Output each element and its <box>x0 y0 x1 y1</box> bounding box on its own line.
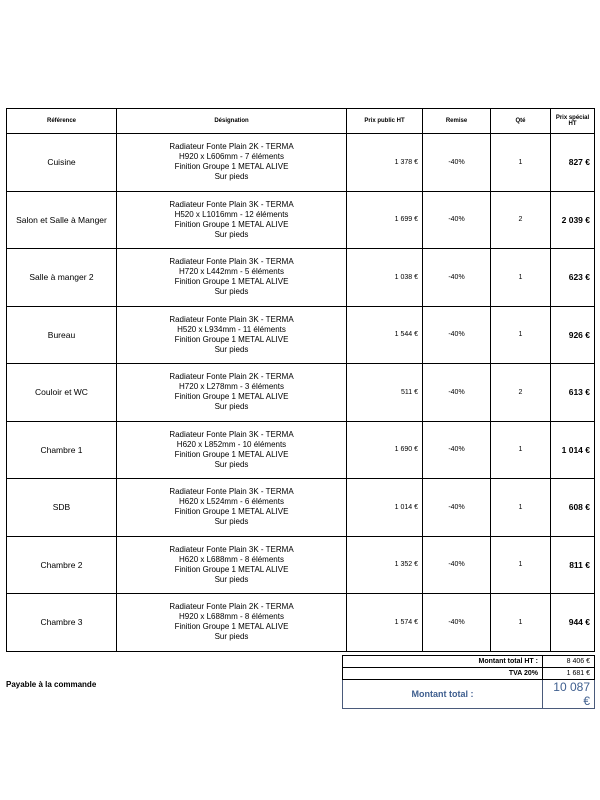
cell-qty: 2 <box>491 191 551 249</box>
designation-line: Finition Groupe 1 METAL ALIVE <box>174 392 289 402</box>
cell-reference: Salle à manger 2 <box>7 249 117 307</box>
cell-special-price: 613 € <box>551 364 595 422</box>
designation-line: Sur pieds <box>214 344 249 354</box>
header-public-price: Prix public HT <box>347 109 423 134</box>
designation-line: Radiateur Fonte Plain 2K - TERMA <box>169 142 294 152</box>
cell-qty: 1 <box>491 594 551 652</box>
subtotal-label: Montant total HT : <box>343 656 543 668</box>
cell-public-price: 1 378 € <box>347 134 423 192</box>
cell-special-price: 2 039 € <box>551 191 595 249</box>
cell-reference: Cuisine <box>7 134 117 192</box>
subtotal-row <box>343 656 595 668</box>
vat-label: TVA 20% <box>343 668 543 680</box>
designation-line: Sur pieds <box>214 402 249 412</box>
grand-total-row <box>343 680 595 709</box>
cell-discount: -40% <box>423 249 491 307</box>
designation-line: H520 x L1016mm - 12 éléments <box>174 209 289 219</box>
header-reference: Référence <box>7 109 117 134</box>
cell-special-price: 623 € <box>551 249 595 307</box>
cell-qty: 1 <box>491 134 551 192</box>
cell-special-price: 608 € <box>551 479 595 537</box>
header-qty: Qté <box>491 109 551 134</box>
designation-line: H920 x L606mm - 7 éléments <box>179 152 284 162</box>
cell-designation <box>117 479 347 537</box>
table-row <box>7 134 595 192</box>
subtotal-value: 8 406 € <box>543 656 595 668</box>
designation-line: H620 x L524mm - 6 éléments <box>179 497 284 507</box>
cell-qty: 2 <box>491 364 551 422</box>
designation-line: Radiateur Fonte Plain 2K - TERMA <box>169 372 294 382</box>
designation-line: Finition Groupe 1 METAL ALIVE <box>174 219 289 229</box>
table-row <box>7 306 595 364</box>
table-row <box>7 594 595 652</box>
table-row <box>7 479 595 537</box>
designation-line: Finition Groupe 1 METAL ALIVE <box>174 622 289 632</box>
designation-line: Radiateur Fonte Plain 3K - TERMA <box>169 487 294 497</box>
designation-line: H720 x L278mm - 3 éléments <box>179 382 284 392</box>
cell-designation <box>117 306 347 364</box>
designation-line: Finition Groupe 1 METAL ALIVE <box>174 162 289 172</box>
grand-total-label: Montant total : <box>343 680 543 709</box>
cell-qty: 1 <box>491 479 551 537</box>
designation-line: H620 x L688mm - 8 éléments <box>179 554 284 564</box>
cell-public-price: 511 € <box>347 364 423 422</box>
designation-line: H620 x L852mm - 10 éléments <box>176 439 287 449</box>
cell-discount: -40% <box>423 364 491 422</box>
designation-line: Sur pieds <box>214 517 249 527</box>
designation-line: Radiateur Fonte Plain 3K - TERMA <box>169 429 294 439</box>
designation-line: H520 x L934mm - 11 éléments <box>177 324 286 334</box>
cell-public-price: 1 574 € <box>347 594 423 652</box>
totals-table <box>342 655 595 709</box>
cell-reference: Chambre 3 <box>7 594 117 652</box>
designation-line: Sur pieds <box>214 459 249 469</box>
designation-line: Radiateur Fonte Plain 3K - TERMA <box>169 314 294 324</box>
cell-discount: -40% <box>423 536 491 594</box>
cell-designation <box>117 191 347 249</box>
designation-line: Finition Groupe 1 METAL ALIVE <box>174 564 289 574</box>
cell-designation <box>117 594 347 652</box>
designation-line: Radiateur Fonte Plain 3K - TERMA <box>169 257 294 267</box>
grand-total-value: 10 087 € <box>543 680 595 709</box>
cell-designation <box>117 364 347 422</box>
cell-discount: -40% <box>423 479 491 537</box>
cell-qty: 1 <box>491 306 551 364</box>
cell-discount: -40% <box>423 134 491 192</box>
table-row <box>7 249 595 307</box>
cell-special-price: 926 € <box>551 306 595 364</box>
cell-public-price: 1 690 € <box>347 421 423 479</box>
cell-discount: -40% <box>423 594 491 652</box>
cell-public-price: 1 544 € <box>347 306 423 364</box>
cell-designation <box>117 134 347 192</box>
header-special-price: Prix spécial HT <box>551 109 595 134</box>
cell-public-price: 1 699 € <box>347 191 423 249</box>
designation-line: Finition Groupe 1 METAL ALIVE <box>174 277 289 287</box>
designation-line: Radiateur Fonte Plain 3K - TERMA <box>169 199 294 209</box>
table-row <box>7 421 595 479</box>
designation-line: H720 x L442mm - 5 éléments <box>179 267 284 277</box>
cell-qty: 1 <box>491 249 551 307</box>
designation-line: Sur pieds <box>214 632 249 642</box>
cell-reference: Chambre 1 <box>7 421 117 479</box>
designation-line: Radiateur Fonte Plain 3K - TERMA <box>169 544 294 554</box>
designation-line: Sur pieds <box>214 229 249 239</box>
cell-reference: Couloir et WC <box>7 364 117 422</box>
designation-line: Sur pieds <box>214 172 249 182</box>
cell-public-price: 1 038 € <box>347 249 423 307</box>
designation-line: Radiateur Fonte Plain 2K - TERMA <box>169 602 294 612</box>
designation-line: H920 x L688mm - 8 éléments <box>179 612 284 622</box>
cell-public-price: 1 352 € <box>347 536 423 594</box>
cell-reference: SDB <box>7 479 117 537</box>
cell-discount: -40% <box>423 191 491 249</box>
header-designation: Désignation <box>117 109 347 134</box>
table-row <box>7 364 595 422</box>
designation-line: Finition Groupe 1 METAL ALIVE <box>174 334 289 344</box>
cell-discount: -40% <box>423 306 491 364</box>
designation-line: Sur pieds <box>214 287 249 297</box>
table-row <box>7 191 595 249</box>
cell-special-price: 811 € <box>551 536 595 594</box>
cell-reference: Salon et Salle à Manger <box>7 191 117 249</box>
designation-line: Finition Groupe 1 METAL ALIVE <box>174 449 289 459</box>
quote-table <box>6 108 595 652</box>
cell-qty: 1 <box>491 421 551 479</box>
cell-designation <box>117 249 347 307</box>
designation-line: Finition Groupe 1 METAL ALIVE <box>174 507 289 517</box>
cell-public-price: 1 014 € <box>347 479 423 537</box>
vat-row <box>343 668 595 680</box>
header-discount: Remise <box>423 109 491 134</box>
designation-line: Sur pieds <box>214 574 249 584</box>
vat-value: 1 681 € <box>543 668 595 680</box>
cell-reference: Chambre 2 <box>7 536 117 594</box>
cell-reference: Bureau <box>7 306 117 364</box>
cell-special-price: 944 € <box>551 594 595 652</box>
payable-note: Payable à la commande <box>6 680 97 689</box>
header-row <box>7 109 595 134</box>
cell-discount: -40% <box>423 421 491 479</box>
cell-qty: 1 <box>491 536 551 594</box>
cell-designation <box>117 421 347 479</box>
cell-special-price: 827 € <box>551 134 595 192</box>
cell-designation <box>117 536 347 594</box>
table-row <box>7 536 595 594</box>
cell-special-price: 1 014 € <box>551 421 595 479</box>
